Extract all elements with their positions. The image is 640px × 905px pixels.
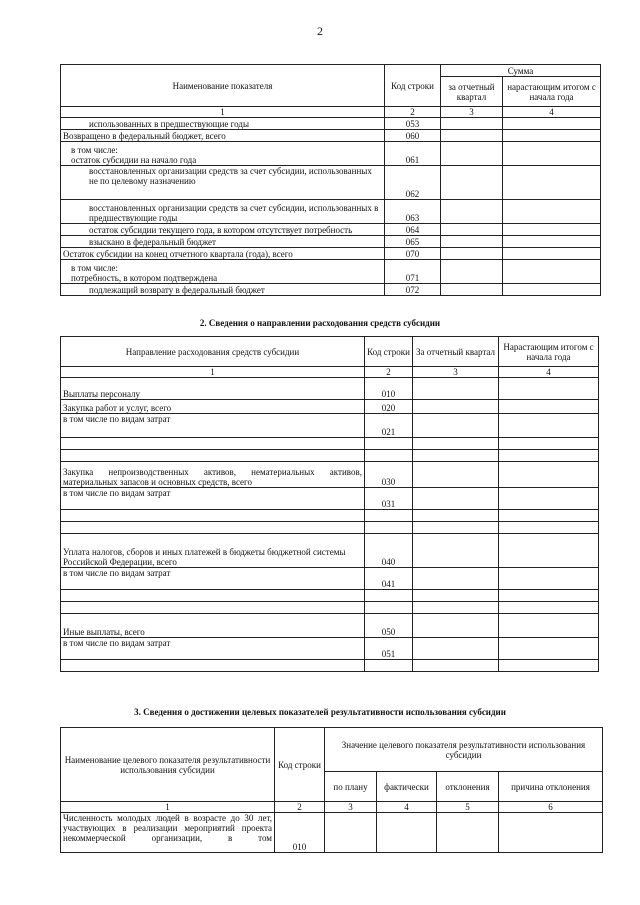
row-label: остаток субсидии текущего года, в котором отсутствует потребность bbox=[61, 224, 385, 236]
header-code: Код строки bbox=[365, 337, 413, 367]
table-row bbox=[61, 568, 599, 590]
blank-row bbox=[61, 450, 599, 462]
value-cell[interactable] bbox=[503, 260, 601, 284]
row-label: в том числе по видам затрат bbox=[61, 638, 365, 660]
value-cell[interactable] bbox=[499, 638, 599, 660]
table-row bbox=[61, 284, 601, 296]
header-name: Направление расходования средств субсидии bbox=[61, 337, 365, 367]
value-cell[interactable] bbox=[413, 534, 499, 568]
row-code: 063 bbox=[385, 200, 441, 224]
value-cell[interactable] bbox=[499, 488, 599, 510]
row-label: в том числе по видам затрат bbox=[61, 488, 365, 510]
table-row bbox=[61, 462, 599, 488]
value-cell[interactable] bbox=[503, 236, 601, 248]
header-plan: по плану bbox=[325, 772, 377, 802]
col-number: 4 bbox=[377, 802, 437, 813]
table-row bbox=[61, 130, 601, 142]
table-row bbox=[61, 248, 601, 260]
expenditure-table bbox=[60, 336, 599, 672]
table-row bbox=[61, 414, 599, 438]
row-label-text: потребность, в котором подтверждена bbox=[71, 273, 218, 283]
col-number: 6 bbox=[499, 802, 603, 813]
row-code: 041 bbox=[365, 568, 413, 590]
header-code: Код строки bbox=[385, 65, 441, 107]
value-cell[interactable] bbox=[413, 378, 499, 400]
col-number: 1 bbox=[61, 107, 385, 118]
value-cell[interactable] bbox=[499, 378, 599, 400]
value-cell[interactable] bbox=[441, 118, 503, 130]
value-cell[interactable] bbox=[441, 166, 503, 200]
value-cell[interactable] bbox=[499, 568, 599, 590]
col-number: 3 bbox=[441, 107, 503, 118]
row-label: использованных в предшествующие годы bbox=[61, 118, 385, 130]
table-row bbox=[61, 200, 601, 224]
col-number: 1 bbox=[61, 802, 275, 813]
value-cell[interactable] bbox=[499, 534, 599, 568]
value-cell[interactable] bbox=[413, 414, 499, 438]
value-cell[interactable] bbox=[499, 414, 599, 438]
header-code: Код строки bbox=[275, 728, 325, 802]
table-row bbox=[61, 813, 603, 853]
page-number: 2 bbox=[317, 24, 323, 38]
header-value: Значение целевого показателя результативности использования субсидии bbox=[325, 728, 603, 772]
table-row bbox=[61, 260, 601, 284]
blank-row bbox=[61, 590, 599, 602]
value-cell[interactable] bbox=[413, 568, 499, 590]
value-cell[interactable] bbox=[499, 400, 599, 414]
row-label-prefix: в том числе: bbox=[71, 263, 118, 273]
row-code: 062 bbox=[385, 166, 441, 200]
value-cell[interactable] bbox=[503, 142, 601, 166]
col-number: 2 bbox=[385, 107, 441, 118]
header-sum: Сумма bbox=[441, 65, 601, 77]
row-label: Численность молодых людей в возрасте до 30 лет, участвующих в реализации мероприятий проекта некоммерческой организации, в том bbox=[61, 813, 275, 853]
row-label: восстановленных организации средств за счет субсидии, использованных не по целевому назначению bbox=[61, 166, 385, 200]
header-period: За отчетный квартал bbox=[413, 337, 499, 367]
value-cell[interactable] bbox=[441, 236, 503, 248]
row-label: в том числе по видам затрат bbox=[61, 568, 365, 590]
row-code: 051 bbox=[365, 638, 413, 660]
value-cell[interactable] bbox=[437, 813, 499, 853]
value-cell[interactable] bbox=[413, 614, 499, 638]
header-reason: причина отклонения bbox=[499, 772, 603, 802]
value-cell[interactable] bbox=[441, 224, 503, 236]
col-number: 2 bbox=[365, 367, 413, 378]
row-code: 031 bbox=[365, 488, 413, 510]
table-row bbox=[61, 166, 601, 200]
row-label: Иные выплаты, всего bbox=[61, 614, 365, 638]
value-cell[interactable] bbox=[503, 166, 601, 200]
table-row bbox=[61, 534, 599, 568]
value-cell[interactable] bbox=[413, 400, 499, 414]
header-name: Наименование показателя bbox=[61, 65, 385, 107]
blank-row bbox=[61, 510, 599, 522]
row-label: Выплаты персоналу bbox=[61, 378, 365, 400]
row-label: Остаток субсидии на конец отчетного квартала (года), всего bbox=[61, 248, 385, 260]
blank-row bbox=[61, 522, 599, 534]
row-label: Возвращено в федеральный бюджет, всего bbox=[61, 130, 385, 142]
header-name: Наименование целевого показателя результативности использования субсидии bbox=[61, 728, 275, 802]
value-cell[interactable] bbox=[503, 118, 601, 130]
table-row bbox=[61, 236, 601, 248]
col-number: 4 bbox=[499, 367, 599, 378]
row-code: 021 bbox=[365, 414, 413, 438]
col-number: 4 bbox=[503, 107, 601, 118]
row-label bbox=[61, 142, 385, 166]
value-cell[interactable] bbox=[441, 260, 503, 284]
value-cell[interactable] bbox=[413, 488, 499, 510]
table-row bbox=[61, 488, 599, 510]
row-label: Закупка работ и услуг, всего bbox=[61, 400, 365, 414]
value-cell[interactable] bbox=[503, 130, 601, 142]
row-code: 070 bbox=[385, 248, 441, 260]
section3-title: 3. Сведения о достижении целевых показателей результативности использования субсидии bbox=[134, 707, 506, 717]
row-code: 060 bbox=[385, 130, 441, 142]
blank-row bbox=[61, 438, 599, 450]
header-fact: фактически bbox=[377, 772, 437, 802]
value-cell[interactable] bbox=[413, 638, 499, 660]
row-label-prefix: в том числе: bbox=[71, 145, 118, 155]
value-cell[interactable] bbox=[499, 614, 599, 638]
value-cell[interactable] bbox=[503, 200, 601, 224]
table-row bbox=[61, 638, 599, 660]
indicators-table bbox=[60, 727, 603, 853]
table-row bbox=[61, 614, 599, 638]
row-code: 050 bbox=[365, 614, 413, 638]
row-code: 065 bbox=[385, 236, 441, 248]
row-label: в том числе по видам затрат bbox=[61, 414, 365, 438]
table-row bbox=[61, 118, 601, 130]
value-cell[interactable] bbox=[503, 284, 601, 296]
value-cell[interactable] bbox=[441, 142, 503, 166]
col-number: 5 bbox=[437, 802, 499, 813]
col-number: 1 bbox=[61, 367, 365, 378]
row-label: Уплата налогов, сборов и иных платежей в бюджеты бюджетной системы Российской Федерации, всего bbox=[61, 534, 365, 568]
blank-row bbox=[61, 602, 599, 614]
header-cumulative: Нарастающим итогом с начала года bbox=[499, 337, 599, 367]
value-cell[interactable] bbox=[503, 248, 601, 260]
header-period: за отчетный квартал bbox=[441, 77, 503, 107]
table-row bbox=[61, 142, 601, 166]
value-cell[interactable] bbox=[499, 813, 603, 853]
row-code: 020 bbox=[365, 400, 413, 414]
row-label-text: остаток субсидии на начало года bbox=[71, 155, 197, 165]
row-code: 072 bbox=[385, 284, 441, 296]
row-label: восстановленных организации средств за счет субсидии, использованных в предшествующие годы bbox=[61, 200, 385, 224]
row-code: 040 bbox=[365, 534, 413, 568]
row-label: взыскано в федеральный бюджет bbox=[61, 236, 385, 248]
value-cell[interactable] bbox=[441, 284, 503, 296]
row-code: 071 bbox=[385, 260, 441, 284]
value-cell[interactable] bbox=[499, 462, 599, 488]
row-label bbox=[61, 260, 385, 284]
row-code: 010 bbox=[365, 378, 413, 400]
table-row bbox=[61, 224, 601, 236]
value-cell[interactable] bbox=[503, 224, 601, 236]
blank-row bbox=[61, 660, 599, 672]
value-cell[interactable] bbox=[413, 462, 499, 488]
col-number: 3 bbox=[325, 802, 377, 813]
section2-title: 2. Сведения о направлении расходования средств субсидии bbox=[199, 318, 441, 328]
row-code: 030 bbox=[365, 462, 413, 488]
value-cell[interactable] bbox=[441, 130, 503, 142]
table-row bbox=[61, 378, 599, 400]
row-code: 010 bbox=[275, 813, 325, 853]
row-code: 053 bbox=[385, 118, 441, 130]
row-code: 064 bbox=[385, 224, 441, 236]
header-deviation: отклонения bbox=[437, 772, 499, 802]
table-row bbox=[61, 400, 599, 414]
row-code: 061 bbox=[385, 142, 441, 166]
col-number: 2 bbox=[275, 802, 325, 813]
col-number: 3 bbox=[413, 367, 499, 378]
value-cell[interactable] bbox=[441, 248, 503, 260]
header-cumulative: нарастающим итогом с начала года bbox=[503, 77, 601, 107]
value-cell[interactable] bbox=[325, 813, 377, 853]
value-cell[interactable] bbox=[377, 813, 437, 853]
balance-table bbox=[60, 64, 601, 296]
row-label: подлежащий возврату в федеральный бюджет bbox=[61, 284, 385, 296]
value-cell[interactable] bbox=[441, 200, 503, 224]
row-label: Закупка непроизводственных активов, нематериальных активов, материальных запасов и основных средств, всего bbox=[61, 462, 365, 488]
